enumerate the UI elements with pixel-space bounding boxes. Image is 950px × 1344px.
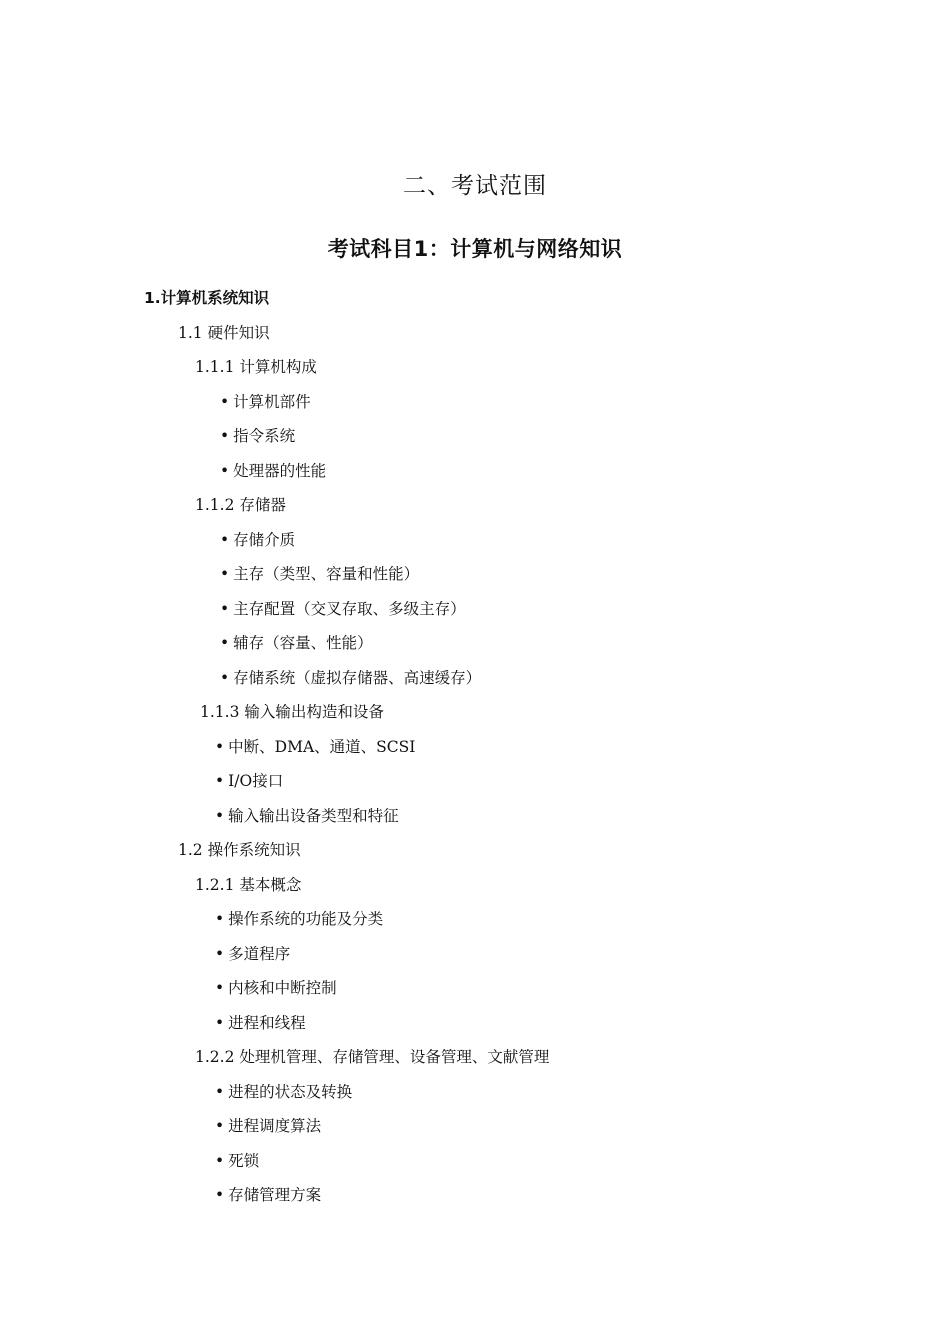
bullet-icon: •: [215, 1151, 225, 1170]
outline-bullet-item: [220, 597, 466, 621]
outline-text: 1.2.1 基本概念: [195, 875, 302, 894]
bullet-icon: •: [215, 910, 225, 928]
outline-bullet-item: [220, 631, 373, 655]
outline-bullet-item: [215, 907, 383, 931]
bullet-icon: •: [215, 1186, 225, 1204]
outline-heading: [178, 838, 301, 862]
outline-bullet-item: [220, 666, 481, 690]
outline-bullet-item: [215, 976, 337, 1000]
outline-text: 输入输出设备类型和特征: [228, 806, 399, 825]
outline-text: 存储管理方案: [228, 1186, 322, 1204]
outline-heading: [195, 493, 286, 517]
outline-bullet-item: [215, 1011, 306, 1035]
bullet-icon: •: [215, 1117, 225, 1135]
outline-heading: [195, 355, 317, 379]
outline-heading: [178, 321, 270, 345]
outline-text: 计算机部件: [233, 392, 311, 411]
outline-text: 辅存（容量、性能）: [233, 634, 373, 652]
outline-bullet-item: [215, 804, 399, 828]
subject-heading: 考试科目1：计算机与网络知识: [327, 237, 623, 261]
outline-text: 内核和中断控制: [228, 979, 337, 997]
outline-text: 进程调度算法: [228, 1117, 322, 1135]
page-title: 二、考试范围: [403, 173, 547, 199]
bullet-icon: •: [220, 392, 230, 411]
outline-heading: [195, 873, 301, 897]
bullet-icon: •: [215, 772, 225, 790]
outline-bullet-item: [215, 1183, 321, 1207]
outline-text: 指令系统: [233, 427, 296, 445]
outline-text: 处理器的性能: [233, 461, 327, 480]
bullet-icon: •: [215, 944, 225, 963]
outline-text: 多道程序: [228, 944, 291, 963]
outline-heading: [144, 286, 269, 310]
outline-bullet-item: [215, 1149, 259, 1173]
bullet-icon: •: [220, 634, 230, 652]
outline-text: 1.2 操作系统知识: [178, 841, 301, 859]
bullet-icon: •: [215, 737, 225, 756]
outline-text: 1.1.1 计算机构成: [195, 358, 317, 376]
outline-text: 主存（类型、容量和性能）: [233, 565, 420, 583]
outline-text: 操作系统的功能及分类: [228, 910, 384, 928]
bullet-icon: •: [220, 530, 230, 549]
bullet-icon: •: [215, 1013, 225, 1032]
outline-text: 1.1 硬件知识: [178, 323, 270, 342]
outline-text: 存储系统（虚拟存储器、高速缓存）: [233, 668, 482, 687]
bullet-icon: •: [220, 599, 230, 618]
outline-bullet-item: [215, 1080, 352, 1104]
outline-text: 1.1.2 存储器: [195, 496, 286, 514]
outline-text: 存储介质: [233, 530, 296, 549]
outline-text: 进程和线程: [228, 1013, 306, 1032]
outline-bullet-item: [220, 459, 326, 483]
outline-text: 进程的状态及转换: [228, 1082, 353, 1101]
outline-text: 主存配置（交叉存取、多级主存）: [233, 599, 466, 618]
outline-text: 1.1.3 输入输出构造和设备: [200, 703, 384, 721]
outline-heading: [195, 1045, 549, 1069]
bullet-icon: •: [215, 1082, 225, 1101]
bullet-icon: •: [220, 427, 230, 445]
bullet-icon: •: [220, 461, 230, 480]
outline-text: 1.2.2 处理机管理、存储管理、设备管理、文献管理: [195, 1048, 550, 1066]
outline-bullet-item: [220, 528, 295, 552]
bullet-icon: •: [215, 979, 225, 997]
outline-text: 1.计算机系统知识: [144, 289, 270, 307]
bullet-icon: •: [220, 668, 230, 687]
outline-text: I/O接口: [228, 772, 284, 790]
bullet-icon: •: [215, 806, 225, 825]
bullet-icon: •: [220, 565, 230, 583]
outline-bullet-item: [220, 562, 419, 586]
outline-bullet-item: [220, 390, 311, 414]
outline-bullet-item: [215, 942, 290, 966]
outline-text: 死锁: [228, 1151, 260, 1170]
outline-heading: [200, 700, 384, 724]
outline-bullet-item: [215, 769, 283, 793]
outline-bullet-item: [220, 424, 295, 448]
outline-bullet-item: [215, 1114, 321, 1138]
outline-text: 中断、DMA、通道、SCSI: [228, 737, 416, 756]
outline-bullet-item: [215, 735, 415, 759]
